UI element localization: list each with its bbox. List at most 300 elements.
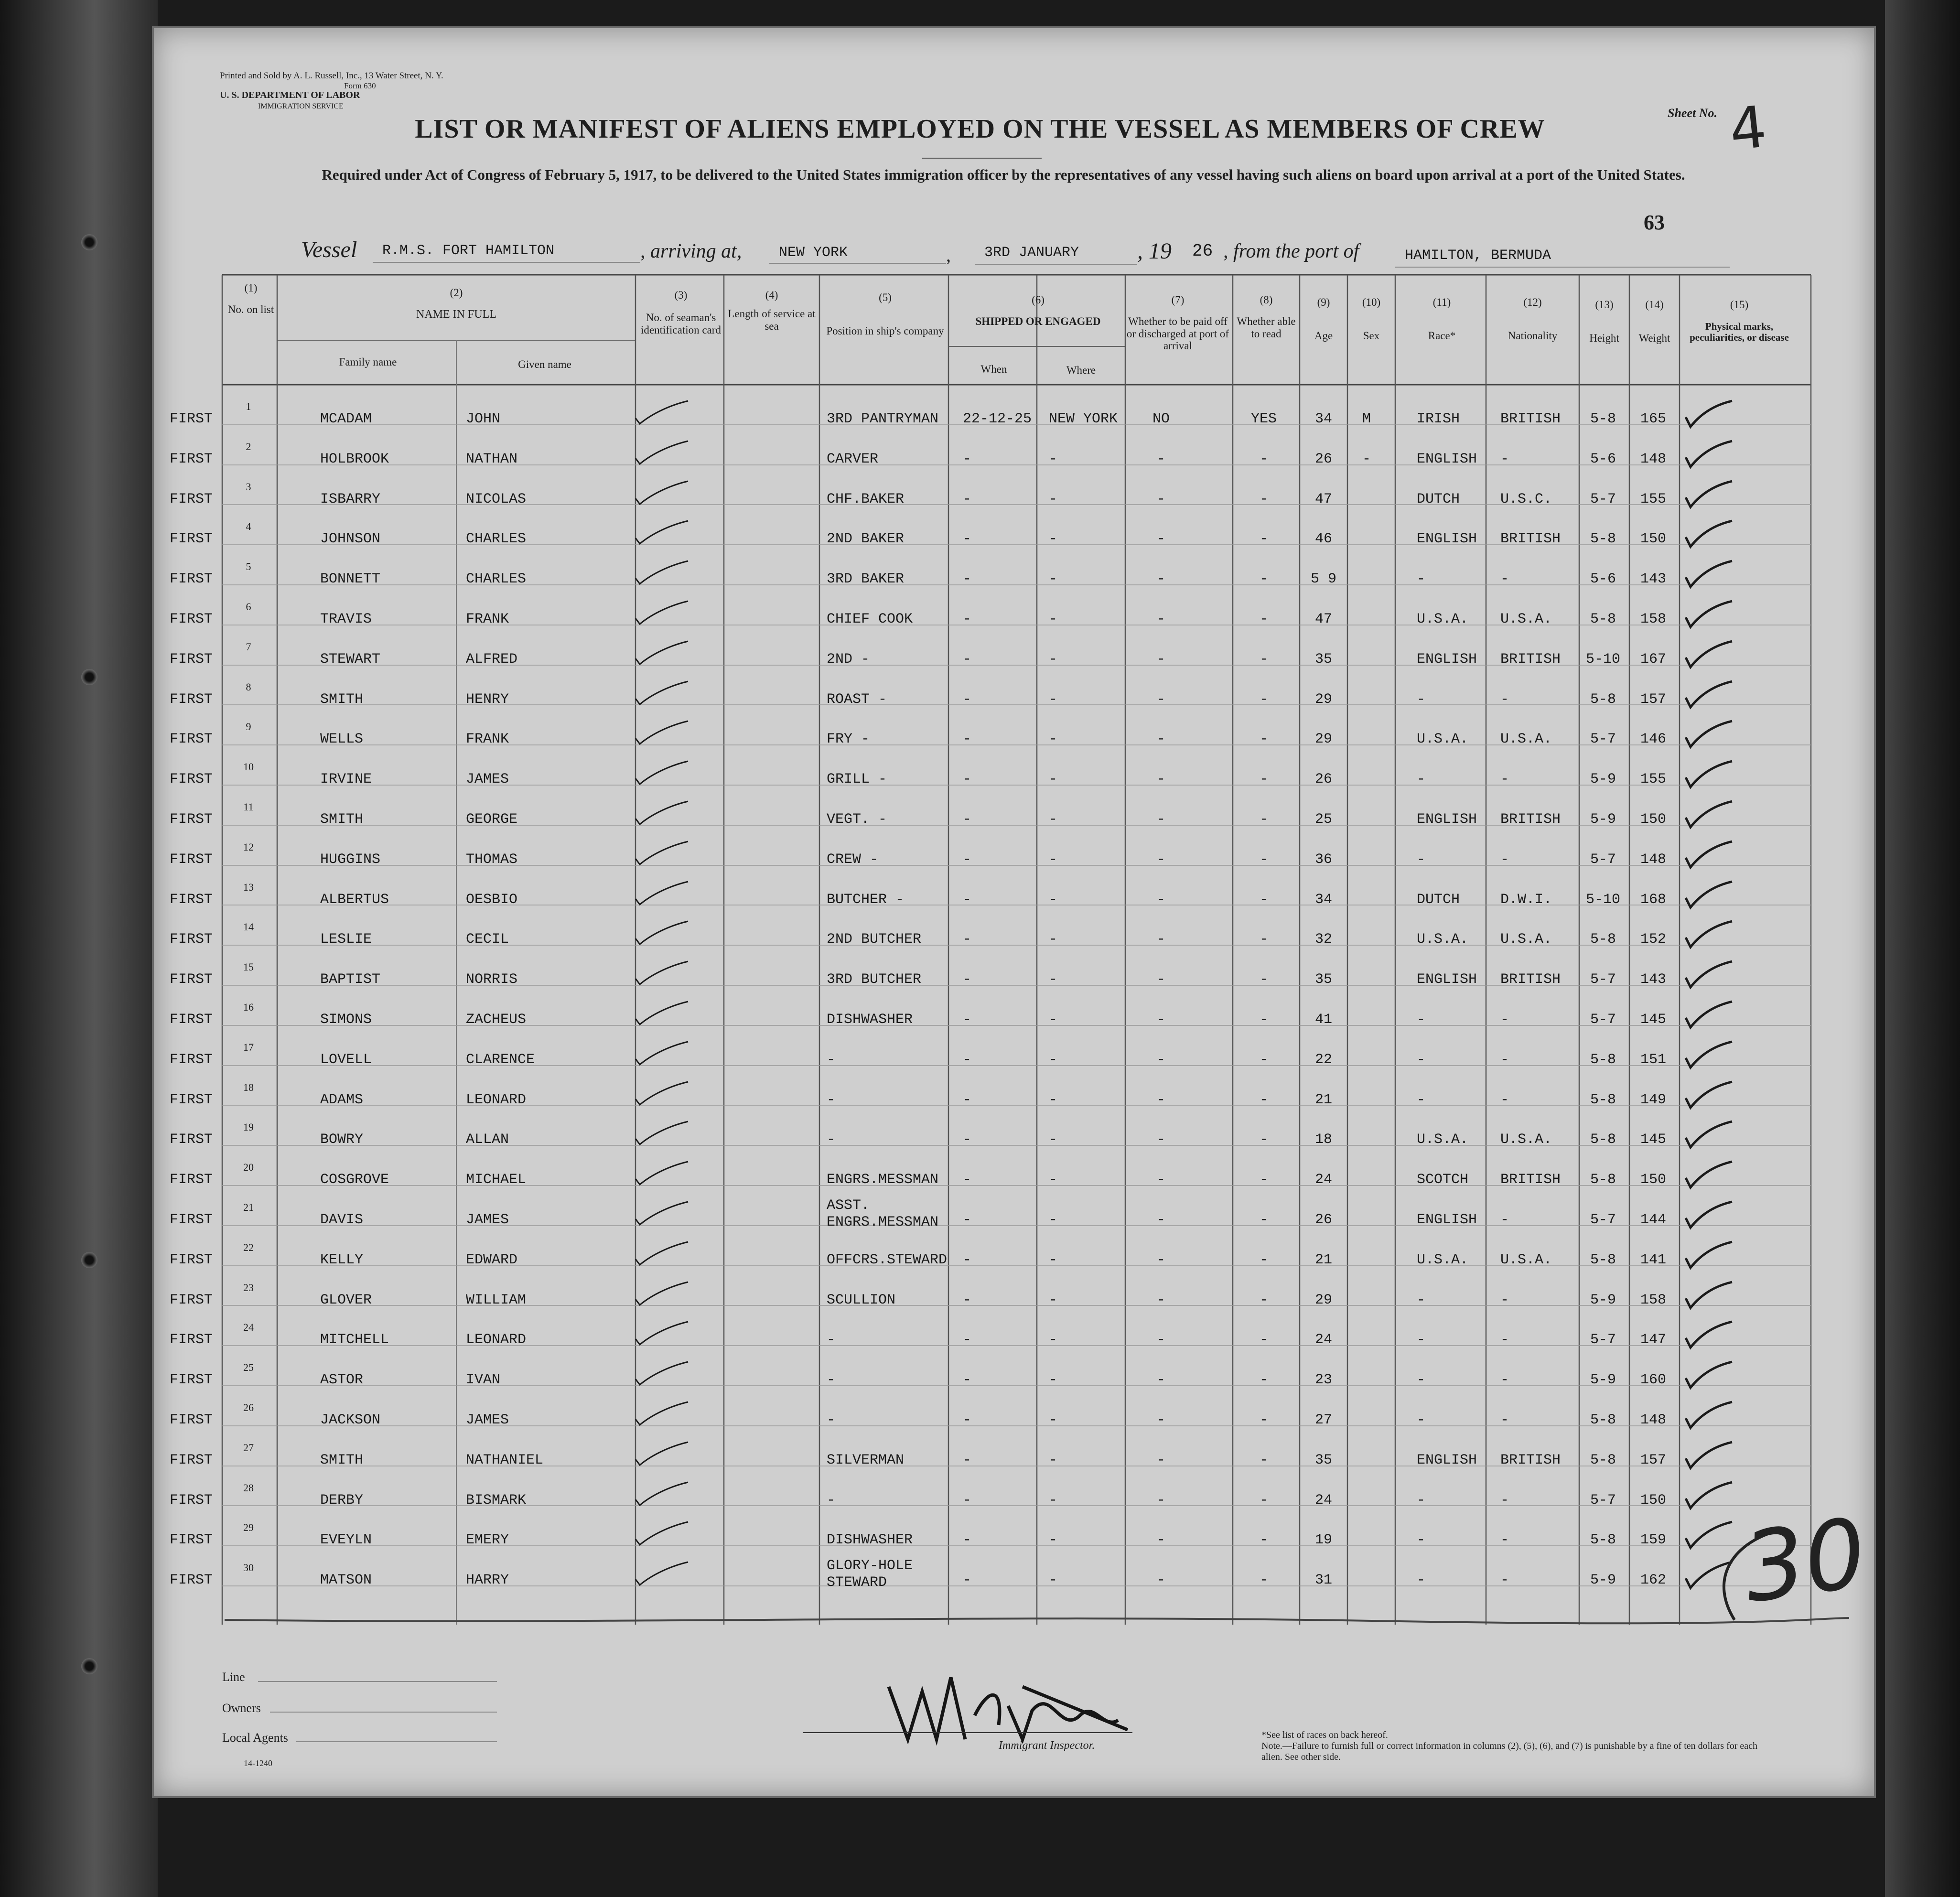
cell-weight: 146 xyxy=(1640,731,1666,747)
cell-weight: 150 xyxy=(1640,811,1666,828)
owners-label: Owners xyxy=(222,1701,261,1715)
cell-position: - xyxy=(827,1372,836,1388)
cell-nationality: U.S.A. xyxy=(1500,611,1552,627)
cell-family: JACKSON xyxy=(320,1412,381,1428)
cell-when: - xyxy=(963,691,972,708)
signature-line xyxy=(803,1732,1132,1733)
arriving-label: , arriving at, xyxy=(640,240,742,262)
cell-read: - xyxy=(1259,1532,1268,1548)
cell-given: JAMES xyxy=(466,771,509,787)
cell-weight: 157 xyxy=(1640,691,1666,708)
cell-race: U.S.A. xyxy=(1417,1132,1469,1148)
cell-weight: 150 xyxy=(1640,531,1666,547)
cell-weight: 155 xyxy=(1640,771,1666,787)
cell-where: NEW YORK xyxy=(1049,411,1118,427)
col-13-header: (13) Height xyxy=(1589,299,1619,345)
cell-nationality: - xyxy=(1500,1052,1509,1068)
cell-paid: - xyxy=(1156,451,1165,467)
cell-when: - xyxy=(963,1452,972,1468)
cell-given: GEORGE xyxy=(466,811,518,828)
cell-sex: - xyxy=(1362,451,1371,467)
cell-no: 20 xyxy=(243,1161,254,1173)
cell-age: 26 xyxy=(1314,451,1332,467)
cell-weight: 149 xyxy=(1640,1092,1666,1108)
cell-read: - xyxy=(1259,451,1268,467)
cell-read: - xyxy=(1259,1252,1268,1268)
cell-when: - xyxy=(963,1332,972,1348)
cell-position: 3RD PANTRYMAN xyxy=(827,411,939,427)
col-15-header: (15) Physical marks, peculiarities, or disease xyxy=(1690,299,1789,344)
cell-family: KELLY xyxy=(320,1252,364,1268)
cell-weight: 148 xyxy=(1640,1412,1666,1428)
cell-class: FIRST xyxy=(170,1572,213,1588)
cell-weight: 145 xyxy=(1640,1132,1666,1148)
cell-nationality: - xyxy=(1500,1332,1509,1348)
cell-position: CARVER xyxy=(827,451,879,467)
cell-where: - xyxy=(1049,691,1058,708)
physical-check-mark xyxy=(1682,1440,1734,1474)
cell-where: - xyxy=(1049,971,1058,988)
cell-where: - xyxy=(1049,851,1058,868)
cell-given: CLARENCE xyxy=(466,1052,535,1068)
cell-age: 47 xyxy=(1314,611,1332,627)
cell-height: 5-10 xyxy=(1585,651,1620,668)
cell-where: - xyxy=(1049,731,1058,747)
cell-when: - xyxy=(963,571,972,587)
cell-weight: 147 xyxy=(1640,1332,1666,1348)
vessel-label: Vessel xyxy=(301,237,357,262)
cell-read: - xyxy=(1259,771,1268,787)
cell-height: 5-8 xyxy=(1590,411,1616,427)
cell-race: - xyxy=(1417,1092,1426,1108)
cell-age: 35 xyxy=(1314,651,1332,668)
cell-weight: 143 xyxy=(1640,571,1666,587)
cell-paid: - xyxy=(1156,1252,1165,1268)
cell-sex: M xyxy=(1362,411,1371,427)
cell-no: 28 xyxy=(243,1482,254,1494)
cell-height: 5-8 xyxy=(1590,1052,1616,1068)
cell-weight: 162 xyxy=(1640,1572,1666,1588)
cell-no: 6 xyxy=(246,601,251,613)
cell-height: 5-9 xyxy=(1590,811,1616,828)
cell-family: SMITH xyxy=(320,1452,364,1468)
cell-nationality: - xyxy=(1500,1492,1509,1509)
cell-paid: NO xyxy=(1152,411,1170,427)
physical-check-mark xyxy=(1682,1320,1734,1353)
cell-read: - xyxy=(1259,811,1268,828)
cell-family: MATSON xyxy=(320,1572,372,1588)
cell-nationality: U.S.A. xyxy=(1500,931,1552,948)
cell-nationality: U.S.A. xyxy=(1500,1132,1552,1148)
cell-height: 5-7 xyxy=(1590,1492,1616,1509)
cell-when: - xyxy=(963,651,972,668)
cell-nationality: BRITISH xyxy=(1500,531,1561,547)
cell-race: ENGLISH xyxy=(1417,971,1477,988)
physical-check-mark xyxy=(1682,639,1734,673)
cell-age: 41 xyxy=(1314,1012,1332,1028)
cell-paid: - xyxy=(1156,1492,1165,1509)
inspector-label: Immigrant Inspector. xyxy=(999,1739,1095,1752)
cell-weight: 151 xyxy=(1640,1052,1666,1068)
id-card-check-mark xyxy=(633,1280,690,1309)
cell-class: FIRST xyxy=(170,1012,213,1028)
cell-given: MICHAEL xyxy=(466,1172,527,1188)
cell-weight: 144 xyxy=(1640,1212,1666,1228)
cell-given: HENRY xyxy=(466,691,509,708)
col-6-where-header: Where xyxy=(1066,364,1096,376)
id-card-check-mark xyxy=(633,919,690,948)
cell-height: 5-6 xyxy=(1590,571,1616,587)
cell-paid: - xyxy=(1156,691,1165,708)
cell-no: 5 xyxy=(246,560,251,572)
cell-age: 36 xyxy=(1314,851,1332,868)
cell-when: - xyxy=(963,971,972,988)
cell-where: - xyxy=(1049,1332,1058,1348)
cell-weight: 155 xyxy=(1640,491,1666,507)
cell-when: - xyxy=(963,771,972,787)
cell-where: - xyxy=(1049,1292,1058,1308)
cell-given: CHARLES xyxy=(466,531,527,547)
cell-given: ZACHEUS xyxy=(466,1012,527,1028)
cell-no: 17 xyxy=(243,1041,254,1053)
cell-race: - xyxy=(1417,1532,1426,1548)
cell-age: 22 xyxy=(1314,1052,1332,1068)
cell-family: ASTOR xyxy=(320,1372,364,1388)
cell-nationality: - xyxy=(1500,1092,1509,1108)
cell-class: FIRST xyxy=(170,1372,213,1388)
physical-check-mark xyxy=(1682,559,1734,593)
cell-no: 18 xyxy=(243,1081,254,1093)
cell-class: FIRST xyxy=(170,1092,213,1108)
cell-where: - xyxy=(1049,1412,1058,1428)
cell-no: 15 xyxy=(243,961,254,973)
cell-no: 26 xyxy=(243,1401,254,1413)
cell-when: - xyxy=(963,931,972,948)
cell-paid: - xyxy=(1156,611,1165,627)
cell-weight: 148 xyxy=(1640,851,1666,868)
cell-where: - xyxy=(1049,611,1058,627)
cell-nationality: - xyxy=(1500,1412,1509,1428)
cell-read: - xyxy=(1259,1452,1268,1468)
cell-race: SCOTCH xyxy=(1417,1172,1469,1188)
cell-family: DAVIS xyxy=(320,1212,364,1228)
cell-paid: - xyxy=(1156,1132,1165,1148)
cell-class: FIRST xyxy=(170,771,213,787)
cell-where: - xyxy=(1049,1052,1058,1068)
cell-class: FIRST xyxy=(170,1332,213,1348)
physical-check-mark xyxy=(1682,1360,1734,1393)
cell-race: ENGLISH xyxy=(1417,1212,1477,1228)
cell-where: - xyxy=(1049,1252,1058,1268)
cell-race: - xyxy=(1417,1492,1426,1509)
cell-given: JAMES xyxy=(466,1412,509,1428)
cell-nationality: BRITISH xyxy=(1500,971,1561,988)
page-title: LIST OR MANIFEST OF ALIENS EMPLOYED ON THE VESSEL AS MEMBERS OF CREW xyxy=(415,114,1545,144)
cell-height: 5-9 xyxy=(1590,1292,1616,1308)
physical-check-mark xyxy=(1682,439,1734,473)
cell-given: LEONARD xyxy=(466,1092,527,1108)
cell-position: - xyxy=(827,1132,836,1148)
cell-age: 24 xyxy=(1314,1172,1332,1188)
physical-check-mark xyxy=(1682,759,1734,793)
cell-weight: 160 xyxy=(1640,1372,1666,1388)
arrival-port: NEW YORK xyxy=(779,245,848,261)
id-card-check-mark xyxy=(633,399,690,428)
cell-height: 5-9 xyxy=(1590,1572,1616,1588)
closing-line xyxy=(225,1610,1849,1629)
cell-paid: - xyxy=(1156,531,1165,547)
cell-paid: - xyxy=(1156,971,1165,988)
cell-no: 8 xyxy=(246,681,251,693)
cell-when: - xyxy=(963,1132,972,1148)
physical-check-mark xyxy=(1682,1040,1734,1073)
cell-paid: - xyxy=(1156,811,1165,828)
cell-race: DUTCH xyxy=(1417,892,1460,908)
cell-family: BOWRY xyxy=(320,1132,364,1148)
line-fill xyxy=(258,1681,497,1682)
cell-no: 14 xyxy=(243,921,254,933)
id-card-check-mark xyxy=(633,759,690,788)
vessel-name: R.M.S. FORT HAMILTON xyxy=(382,243,555,259)
cell-nationality: - xyxy=(1500,1572,1509,1588)
physical-check-mark xyxy=(1682,1080,1734,1113)
cell-age: 26 xyxy=(1314,1212,1332,1228)
sheet-number: 4 xyxy=(1726,94,1770,164)
cell-given: EMERY xyxy=(466,1532,509,1548)
col-2-given-header: Given name xyxy=(518,358,571,370)
cell-paid: - xyxy=(1156,1532,1165,1548)
cell-where: - xyxy=(1049,1572,1058,1588)
id-card-check-mark xyxy=(633,639,690,668)
physical-check-mark xyxy=(1682,1280,1734,1314)
cell-family: TRAVIS xyxy=(320,611,372,627)
cell-age: 32 xyxy=(1314,931,1332,948)
id-card-check-mark xyxy=(633,959,690,988)
cell-class: FIRST xyxy=(170,1172,213,1188)
cell-height: 5-8 xyxy=(1590,1172,1616,1188)
cell-class: FIRST xyxy=(170,491,213,507)
cell-weight: 167 xyxy=(1640,651,1666,668)
cell-no: 22 xyxy=(243,1241,254,1253)
cell-height: 5-8 xyxy=(1590,611,1616,627)
cell-family: EVEYLN xyxy=(320,1532,372,1548)
arrival-date: 3RD JANUARY xyxy=(984,245,1079,261)
cell-height: 5-7 xyxy=(1590,1012,1616,1028)
cell-given: ALFRED xyxy=(466,651,518,668)
cell-given: IVAN xyxy=(466,1372,501,1388)
cell-class: FIRST xyxy=(170,1532,213,1548)
col-2-header: (2) NAME IN FULL xyxy=(416,287,496,321)
cell-when: - xyxy=(963,731,972,747)
cell-given: CHARLES xyxy=(466,571,527,587)
cell-age: 19 xyxy=(1314,1532,1332,1548)
cell-given: NORRIS xyxy=(466,971,518,988)
cell-position: DISHWASHER xyxy=(827,1012,913,1028)
cell-given: LEONARD xyxy=(466,1332,527,1348)
col-1-header: (1) No. on list xyxy=(227,282,274,316)
id-card-check-mark xyxy=(633,840,690,868)
cell-paid: - xyxy=(1156,931,1165,948)
cell-where: - xyxy=(1049,531,1058,547)
cell-when: - xyxy=(963,851,972,868)
cell-where: - xyxy=(1049,1212,1058,1228)
physical-check-mark xyxy=(1682,799,1734,833)
id-card-check-mark xyxy=(633,439,690,468)
cell-when: - xyxy=(963,1092,972,1108)
cell-class: FIRST xyxy=(170,851,213,868)
cell-read: - xyxy=(1259,1572,1268,1588)
cell-read: - xyxy=(1259,571,1268,587)
cell-position: 3RD BUTCHER xyxy=(827,971,922,988)
form-code: 14-1240 xyxy=(244,1758,272,1768)
cell-no: 7 xyxy=(246,641,251,653)
physical-check-mark xyxy=(1682,880,1734,913)
cell-read: - xyxy=(1259,1132,1268,1148)
cell-position: ENGRS.MESSMAN xyxy=(827,1172,939,1188)
cell-race: ENGLISH xyxy=(1417,451,1477,467)
cell-paid: - xyxy=(1156,651,1165,668)
cell-age: 31 xyxy=(1314,1572,1332,1588)
cell-height: 5-8 xyxy=(1590,1452,1616,1468)
cell-where: - xyxy=(1049,491,1058,507)
cell-paid: - xyxy=(1156,771,1165,787)
cell-no: 1 xyxy=(246,400,251,412)
cell-class: FIRST xyxy=(170,1492,213,1509)
cell-family: WELLS xyxy=(320,731,364,747)
cell-read: - xyxy=(1259,1412,1268,1428)
cell-nationality: - xyxy=(1500,691,1509,708)
cell-position: - xyxy=(827,1332,836,1348)
cell-class: FIRST xyxy=(170,451,213,467)
physical-check-mark xyxy=(1682,599,1734,633)
physical-check-mark xyxy=(1682,399,1734,432)
cell-where: - xyxy=(1049,771,1058,787)
cell-class: FIRST xyxy=(170,1412,213,1428)
cell-read: - xyxy=(1259,1332,1268,1348)
cell-position: ROAST - xyxy=(827,691,887,708)
cell-age: 34 xyxy=(1314,411,1332,427)
cell-race: - xyxy=(1417,1372,1426,1388)
cell-age: 26 xyxy=(1314,771,1332,787)
cell-position: ASST. ENGRS.MESSMAN xyxy=(827,1197,939,1230)
cell-no: 11 xyxy=(243,801,254,813)
cell-height: 5-7 xyxy=(1590,1332,1616,1348)
cell-class: FIRST xyxy=(170,811,213,828)
cell-height: 5-9 xyxy=(1590,1372,1616,1388)
cell-paid: - xyxy=(1156,1172,1165,1188)
cell-family: BAPTIST xyxy=(320,971,381,988)
cell-weight: 150 xyxy=(1640,1492,1666,1509)
cell-no: 23 xyxy=(243,1282,254,1293)
cell-nationality: BRITISH xyxy=(1500,1172,1561,1188)
cell-class: FIRST xyxy=(170,411,213,427)
cell-race: - xyxy=(1417,851,1426,868)
port-label: , from the port of xyxy=(1223,240,1359,262)
col-9-header: (9) Age xyxy=(1314,296,1333,342)
cell-weight: 152 xyxy=(1640,931,1666,948)
col-12-header: (12) Nationality xyxy=(1508,296,1558,342)
cell-class: FIRST xyxy=(170,611,213,627)
cell-read: - xyxy=(1259,611,1268,627)
cell-age: 29 xyxy=(1314,691,1332,708)
cell-given: EDWARD xyxy=(466,1252,518,1268)
cell-nationality: - xyxy=(1500,571,1509,587)
cell-race: - xyxy=(1417,1572,1426,1588)
year-prefix: , 19 xyxy=(1137,238,1172,264)
cell-age: 35 xyxy=(1314,1452,1332,1468)
cell-family: ALBERTUS xyxy=(320,892,389,908)
id-card-check-mark xyxy=(633,679,690,708)
cell-class: FIRST xyxy=(170,1292,213,1308)
id-card-check-mark xyxy=(633,479,690,508)
physical-check-mark xyxy=(1682,840,1734,873)
cell-when: - xyxy=(963,892,972,908)
physical-check-mark xyxy=(1682,1240,1734,1273)
page-number: 63 xyxy=(1644,211,1665,234)
cell-paid: - xyxy=(1156,1412,1165,1428)
cell-height: 5-8 xyxy=(1590,1092,1616,1108)
cell-position: 2ND - xyxy=(827,651,870,668)
cell-position: 2ND BUTCHER xyxy=(827,931,922,948)
cell-given: FRANK xyxy=(466,731,509,747)
id-card-check-mark xyxy=(633,1000,690,1028)
cell-when: - xyxy=(963,811,972,828)
cell-weight: 145 xyxy=(1640,1012,1666,1028)
cell-height: 5-7 xyxy=(1590,851,1616,868)
physical-check-mark xyxy=(1682,679,1734,713)
id-card-check-mark xyxy=(633,1400,690,1429)
cell-nationality: U.S.A. xyxy=(1500,731,1552,747)
comma-separator: , xyxy=(946,244,951,266)
physical-check-mark xyxy=(1682,1200,1734,1233)
cell-when: - xyxy=(963,1212,972,1228)
cell-family: SMITH xyxy=(320,691,364,708)
cell-weight: 148 xyxy=(1640,451,1666,467)
cell-weight: 168 xyxy=(1640,892,1666,908)
cell-read: - xyxy=(1259,851,1268,868)
cell-given: FRANK xyxy=(466,611,509,627)
cell-where: - xyxy=(1049,1492,1058,1509)
cell-given: JAMES xyxy=(466,1212,509,1228)
cell-when: - xyxy=(963,1532,972,1548)
cell-given: NATHANIEL xyxy=(466,1452,544,1468)
cell-given: NICOLAS xyxy=(466,491,527,507)
cell-read: - xyxy=(1259,1212,1268,1228)
cell-height: 5-8 xyxy=(1590,1252,1616,1268)
col-11-header: (11) Race* xyxy=(1428,296,1456,342)
cell-read: - xyxy=(1259,491,1268,507)
cell-race: ENGLISH xyxy=(1417,531,1477,547)
cell-where: - xyxy=(1049,892,1058,908)
cell-no: 27 xyxy=(243,1442,254,1454)
physical-check-mark xyxy=(1682,959,1734,993)
penalty-note: Note.—Failure to furnish full or correct information in columns (2), (5), (6), and (7) is punishable by a fine of ten dollars for each alien. See other side. xyxy=(1261,1741,1758,1762)
cell-no: 2 xyxy=(246,441,251,453)
line-label: Line xyxy=(222,1670,245,1684)
cell-age: 29 xyxy=(1314,731,1332,747)
cell-family: GLOVER xyxy=(320,1292,372,1308)
cell-paid: - xyxy=(1156,1332,1165,1348)
cell-family: MITCHELL xyxy=(320,1332,389,1348)
cell-given: THOMAS xyxy=(466,851,518,868)
cell-paid: - xyxy=(1156,571,1165,587)
cell-family: MCADAM xyxy=(320,411,372,427)
cell-family: DERBY xyxy=(320,1492,364,1509)
cell-nationality: BRITISH xyxy=(1500,811,1561,828)
cell-position: OFFCRS.STEWARD xyxy=(827,1252,948,1268)
cell-read: - xyxy=(1259,1492,1268,1509)
cell-paid: - xyxy=(1156,1052,1165,1068)
